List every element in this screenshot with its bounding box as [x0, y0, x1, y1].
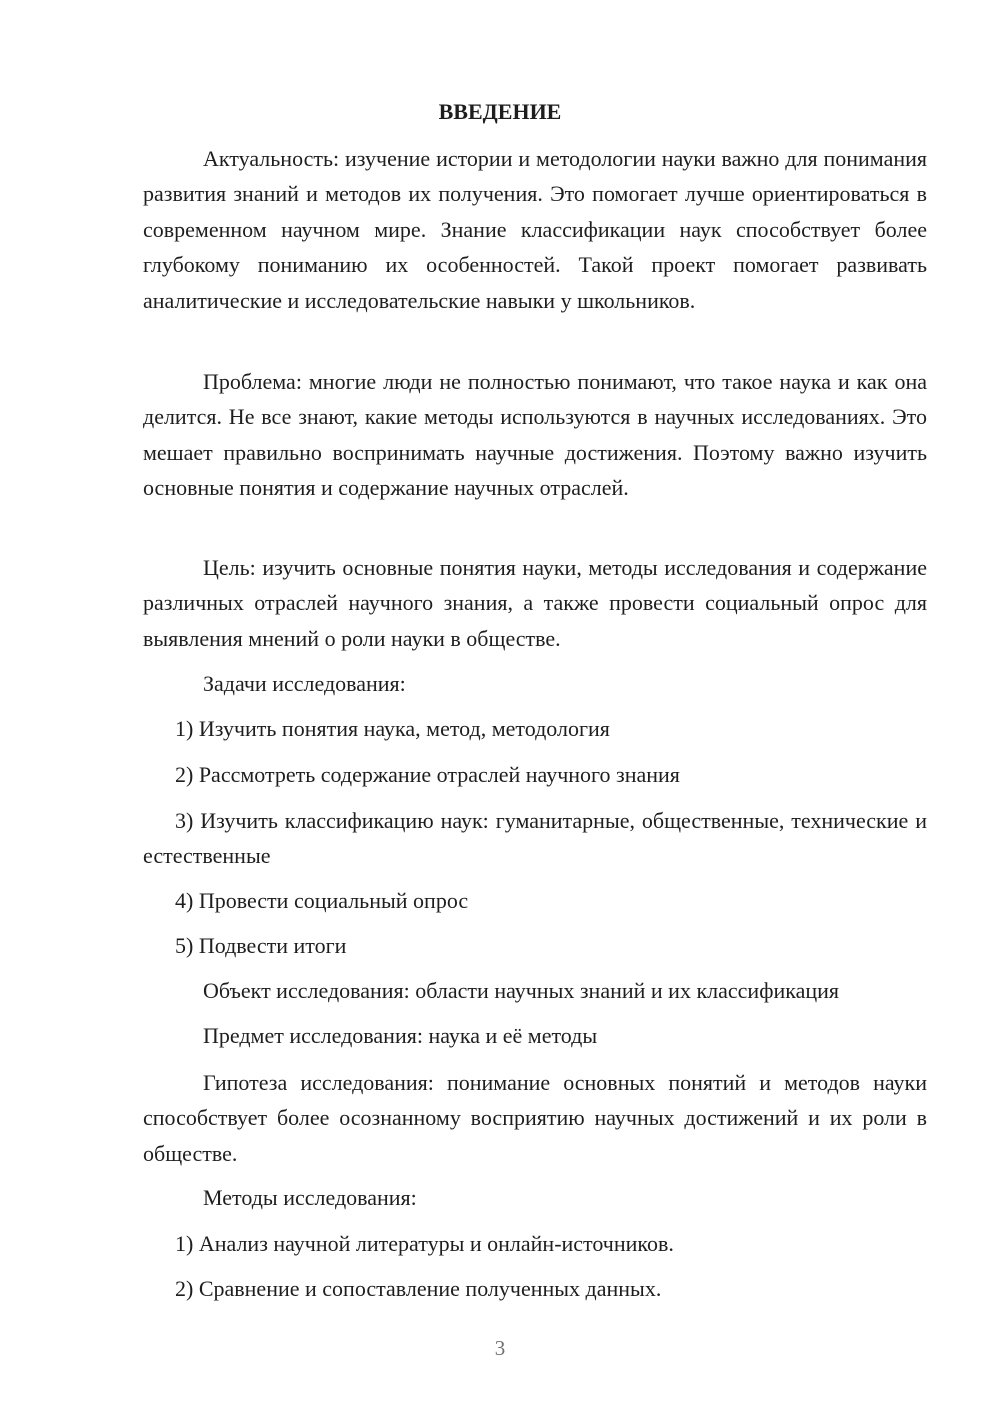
- task-item-3: 3) Изучить классификацию наук: гуманитарные, общественные, технические и естественные: [143, 808, 927, 869]
- task-item-4: 4) Провести социальный опрос: [175, 888, 469, 913]
- task-item-2: 2) Рассмотреть содержание отраслей научного знания: [175, 762, 680, 787]
- relevance-paragraph: Актуальность: изучение истории и методологии науки важно для понимания развития знаний и методов их получения. Это помогает лучше ориентироваться в современном научном мире. Знание классификации наук способствует более глубокому пониманию их особенностей. Такой проект помогает развивать аналитические и исследовательские навыки у школьников.: [143, 146, 927, 313]
- task-item-1: 1) Изучить понятия наука, метод, методология: [175, 716, 610, 741]
- tasks-heading: Задачи исследования:: [203, 671, 406, 696]
- subject-paragraph: Предмет исследования: наука и её методы: [203, 1023, 598, 1048]
- method-item-2: 2) Сравнение и сопоставление полученных данных.: [175, 1276, 662, 1301]
- method-item-1: 1) Анализ научной литературы и онлайн-источников.: [175, 1231, 674, 1256]
- task-item-5: 5) Подвести итоги: [175, 933, 347, 958]
- hypothesis-paragraph: Гипотеза исследования: понимание основных понятий и методов науки способствует более осознанному восприятию научных достижений и их роли в обществе.: [143, 1070, 927, 1166]
- problem-paragraph: Проблема: многие люди не полностью понимают, что такое наука и как она делится. Не все знают, какие методы используются в научных исследованиях. Это мешает правильно воспринимать научные достижения. Поэтому важно изучить основные понятия и содержание научных отраслей.: [143, 369, 927, 501]
- page-number: 3: [494, 1336, 506, 1360]
- goal-paragraph: Цель: изучить основные понятия науки, методы исследования и содержание различных отраслей научного знания, а также провести социальный опрос для выявления мнений о роли науки в обществе.: [143, 555, 927, 651]
- methods-heading: Методы исследования:: [203, 1185, 417, 1210]
- section-title: ВВЕДЕНИЕ: [438, 99, 562, 124]
- object-paragraph: Объект исследования: области научных знаний и их классификация: [203, 978, 840, 1003]
